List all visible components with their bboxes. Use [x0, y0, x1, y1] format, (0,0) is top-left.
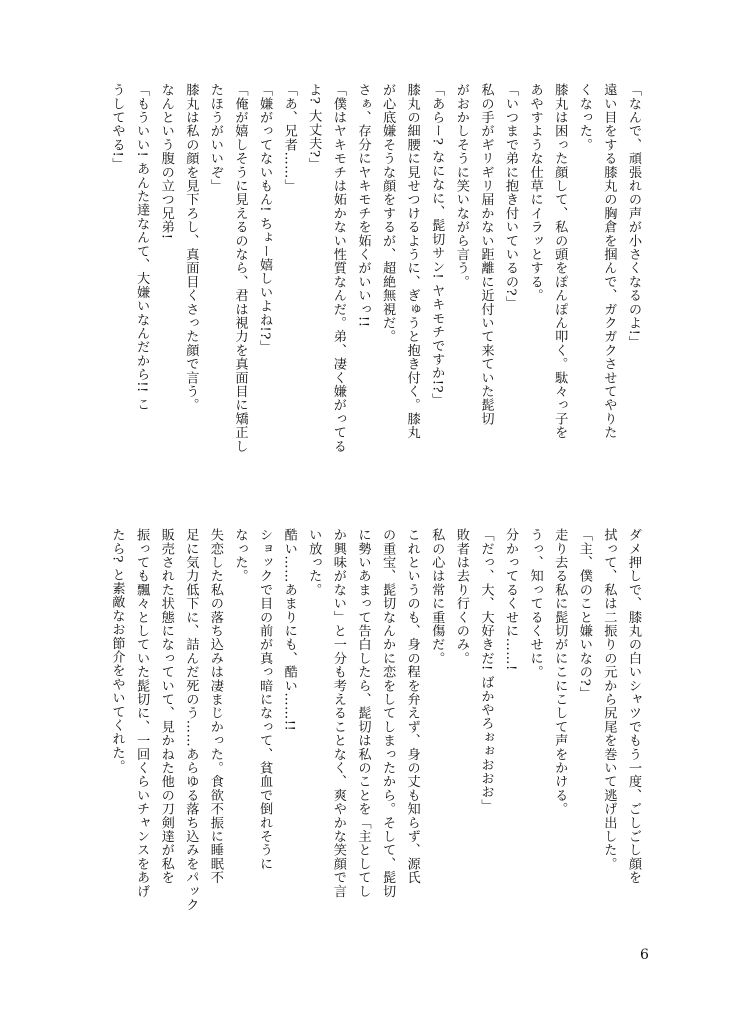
text-line: くなった。 [576, 83, 592, 152]
text-line: 膝丸は困った顔して、私の頭をぽんぽん叩く。駄々っ子を [552, 83, 568, 440]
text-line: に勢いあまって告白したら、髭切は私のことを「主としてし [355, 528, 371, 898]
text-line: これというのも、身の程を弁えず、身の丈も知らず、源氏 [404, 528, 420, 885]
text-line: 失恋した私の落ち込みは凄まじかった。食欲不振に睡眠不 [207, 528, 223, 885]
text-line: い放った。 [306, 528, 322, 597]
text-block-bottom [104, 528, 645, 943]
text-line: 「俺が嬉しそうに見えるのなら、君は視力を真面目に矯正し [232, 83, 248, 453]
text-line: 分かってるくせに……! [503, 528, 519, 671]
text-line: 「なんで、頑張れの声が小さくなるのよ!」 [626, 83, 641, 350]
text-line: 走り去る私に髭切がにこにこして声をかける。 [552, 528, 568, 816]
text-line: 「もういい! あんた達なんて、大嫌いなんだから!! こ [134, 83, 150, 412]
text-block-top [104, 83, 645, 503]
text-line: 「あらー? なになに、髭切サン! ヤキモチですか!?」 [429, 83, 445, 407]
text-line: 「主、僕のこと嫌いなの?」 [576, 528, 592, 700]
text-line: 「あ、兄者……」 [281, 83, 297, 193]
text-line: 振っても飄々としていた髭切に、一回くらいチャンスをあげ [134, 528, 150, 898]
text-line: の重宝、髭切なんかに恋をしてしまったから。そして、髭切 [380, 528, 396, 898]
text-line: 膝丸は私の顔を見下ろし、真面目くさった顔で言う。 [183, 83, 199, 412]
text-line: よ? 大丈夫?」 [306, 83, 322, 172]
text-line: 膝丸の細腰に見せつけるように、ぎゅうと抱き付く。膝丸 [404, 83, 420, 440]
text-line: か興味がない」と一分も考えることなく、爽やかな笑顔で言 [330, 528, 346, 898]
page-number: 6 [640, 947, 649, 963]
text-line: 足に気力低下に、詰んだ死のう……あらゆる落ち込みをパック [183, 528, 199, 912]
text-line: あやすような仕草にイラッとする。 [527, 83, 543, 303]
text-line: 私の手がギリギリ届かない距離に近付いて来ていた髭切 [478, 83, 494, 426]
text-line: 「いつまで弟に抱き付いているの?」 [503, 83, 519, 310]
text-line: さぁ、存分にヤキモチを妬くがいいっ!! [355, 83, 371, 328]
text-line: うっ、知ってるくせに。 [527, 528, 543, 679]
text-line: ショックで目の前が真っ暗になって、貧血で倒れそうに [257, 528, 273, 871]
text-line: 拭って、私は二振りの元から尻尾を巻いて逃げ出した。 [601, 528, 617, 871]
text-line: がおかしそうに笑いながら言う。 [453, 83, 469, 289]
text-line: たら? と素敵なお節介をやいてくれた。 [109, 528, 125, 774]
text-line: 私の心は常に重傷だ。 [429, 528, 445, 665]
text-line: 酷い……あまりにも、酷い……!! [281, 528, 297, 732]
text-line: 遠い目をする膝丸の胸倉を掴んで、ガクガクさせてやりた [601, 83, 617, 440]
text-line: 敗者は去り行くのみ。 [453, 528, 469, 665]
text-line: が心底嫌そうな顔をするが、超絶無視だ。 [380, 83, 396, 344]
text-line: なった。 [232, 528, 248, 583]
text-line: なんという腹の立つ兄弟! [158, 83, 174, 240]
text-line: 「僕はヤキモチは妬かない性質なんだ。弟、凄く嫌がってる [330, 83, 346, 453]
text-line: たほうがいいぞ」 [207, 83, 223, 193]
text-line: 「だっ、大、大好きだ! ばかやろぉぉおおお」 [478, 528, 494, 813]
text-line: ダメ押しで、膝丸の白いシャツでもう一度、ごしごし顔を [626, 528, 641, 885]
text-line: うしてやる!」 [109, 83, 125, 171]
text-line: 販売された状態になっていて、見かねた他の刀剣達が私を [158, 528, 174, 885]
text-line: 「嫌がってないもん! ちょー嬉しいよね!?」 [257, 83, 273, 354]
